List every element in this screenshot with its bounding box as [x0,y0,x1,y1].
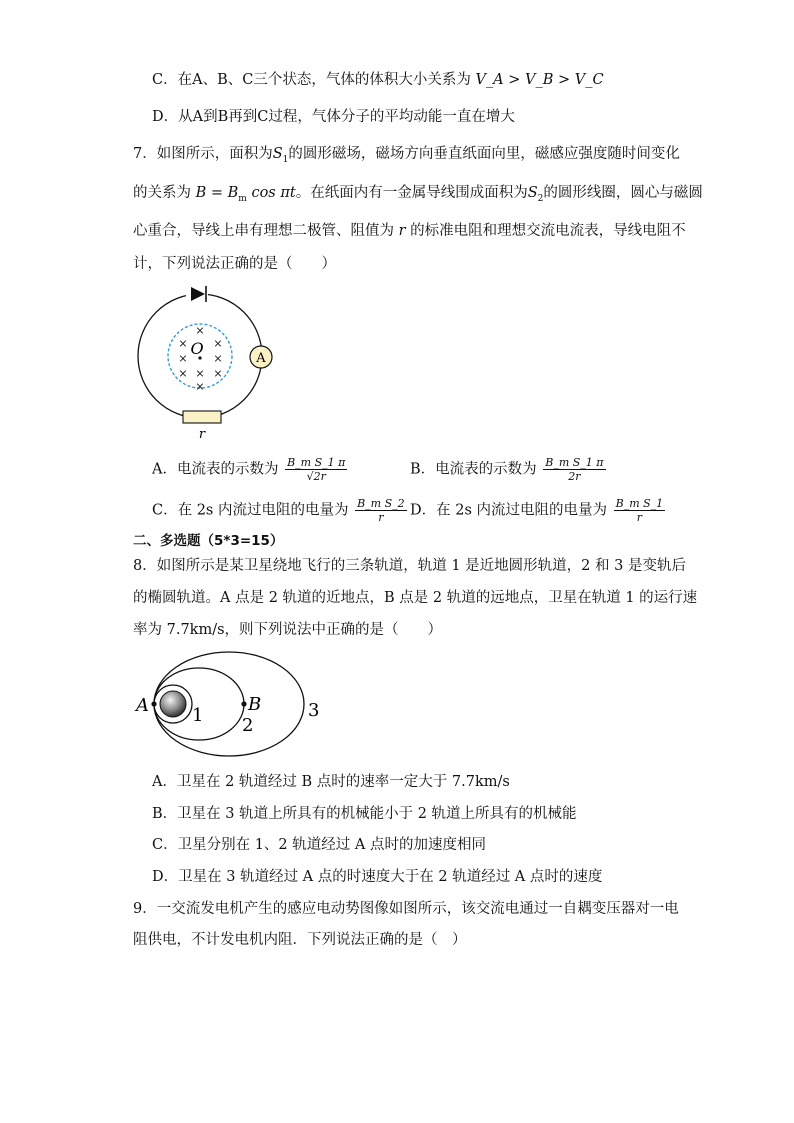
q9-line-2: 阻供电，不计发电机内阻．下列说法正确的是（ ） [133,932,467,948]
q7-option-c-fraction [355,497,407,524]
q7-circuit-diagram [130,282,290,444]
q8-orbit-diagram [130,648,330,760]
label-b: B [248,694,262,715]
q7-option-c [152,497,409,524]
q7-option-a [152,456,349,483]
q7-option-d [410,497,667,524]
field-cross: × [178,367,188,380]
q7-text-1b: 的圆形磁场，磁场方向垂直纸面向里，磁感应强度随时间变化 [288,146,680,162]
field-cross: × [195,367,205,380]
field-cross: × [195,380,205,393]
q7-text-2c: 的圆形线圈，圆心与磁圆 [543,185,703,201]
q7-option-d-text: D．在 2s 内流过电阻的电量为 [410,502,608,519]
resistor-label: r [198,427,206,442]
field-cross: × [178,352,188,365]
label-orbit-1: 1 [192,705,204,726]
point-a [151,701,156,706]
section-heading: 二、多选题（5*3=15） [133,533,284,549]
fraction-numerator: B_m S_1 π [287,456,346,469]
q7-s1: S [272,146,283,162]
q7-text-2b: 。在纸面内有一金属导线围成面积为 [295,185,528,201]
q7-option-a-text: A．电流表的示数为 [152,461,279,478]
field-cross: × [178,337,188,350]
field-cross: × [213,352,223,365]
ammeter-label: A [256,351,266,366]
resistor-icon [183,411,221,423]
q7-option-d-fraction [614,497,666,524]
q8-line-3: 率为 7.7km/s，则下列说法中正确的是（ ） [133,622,443,638]
q7-text-3b: 的标准电阻和理想交流电流表，导线电阻不 [410,223,686,239]
q7-text-3a: 心重合，导线上串有理想二极管、阻值为 [133,223,394,239]
fraction-numerator: B_m S_2 [357,497,405,510]
center-label: O [190,339,204,358]
q8-option-a: A．卫星在 2 轨道经过 B 点时的速率一定大于 7.7km/s [152,774,510,790]
q7-option-b [410,456,608,483]
q8-option-c: C．卫星分别在 1、2 轨道经过 A 点时的加速度相同 [152,837,486,853]
q7-option-b-fraction [543,456,605,483]
fraction-numerator: B_m S_1 [615,497,664,510]
fraction-denominator: 2r [568,470,581,483]
field-cross: × [213,367,223,380]
q7-s2: S [527,185,538,201]
q7-text-1a: 7．如图所示，面积为 [133,146,273,162]
diode-icon [186,286,208,302]
label-a: A [136,695,149,716]
label-orbit-2: 2 [242,715,254,736]
q6-option-c-text: C．在A、B、C三个状态，气体的体积大小关系为 [152,72,471,88]
q7-option-c-text: C．在 2s 内流过电阻的电量为 [152,502,349,519]
q8-line-2: 的椭圆轨道。A 点是 2 轨道的近地点，B 点是 2 轨道的远地点，卫星在轨道 1 的运行速 [133,590,698,606]
q7-line-3 [133,221,686,241]
earth-icon [160,691,186,717]
fraction-denominator: r [636,511,643,524]
point-b [241,701,246,706]
q6-option-d: D．从A到B再到C过程，气体分子的平均动能一直在增大 [152,109,515,125]
q7-r: r [398,223,406,239]
fraction-denominator: √2r [306,470,326,483]
fraction-numerator: B_m S_1 π [545,456,604,469]
q6-option-c [152,70,604,90]
field-cross: × [213,337,223,350]
q7-text-2a: 的关系为 [133,185,191,201]
q7-line-1: 7．如图所示，面积为$S_1$的圆形磁场，磁场方向垂直纸面向里，磁感应强度随时间变化 [133,146,680,165]
q7-option-a-fraction [285,456,347,483]
label-orbit-3: 3 [308,700,320,721]
q8-option-b: B．卫星在 3 轨道上所具有的机械能小于 2 轨道上所具有的机械能 [152,806,577,822]
fraction-denominator: r [378,511,384,524]
q6-option-c-math: V_A > V_B > V_C [475,72,604,88]
q7-option-b-text: B．电流表的示数为 [410,461,537,478]
q7-formula: B = B [195,185,239,201]
q8-line-1: 8．如图所示是某卫星绕地飞行的三条轨道，轨道 1 是近地圆形轨道，2 和 3 是变轨后 [133,558,686,574]
q8-option-d: D．卫星在 3 轨道经过 A 点的时速度大于在 2 轨道经过 A 点时的速度 [152,869,603,885]
q7-line-2: 的关系为 $B = B_m$ cos πt。在纸面内有一金属导线围成面积为$S_2$的圆形线圈，圆心与磁圆 [133,185,703,204]
q7-formula-tail: cos πt [251,185,296,201]
field-cross: × [195,324,205,337]
q7-line-4: 计，下列说法正确的是（ ） [133,256,336,272]
q9-line-1: 9．一交流发电机产生的感应电动势图像如图所示，该交流电通过一自耦变压器对一电 [133,901,679,917]
